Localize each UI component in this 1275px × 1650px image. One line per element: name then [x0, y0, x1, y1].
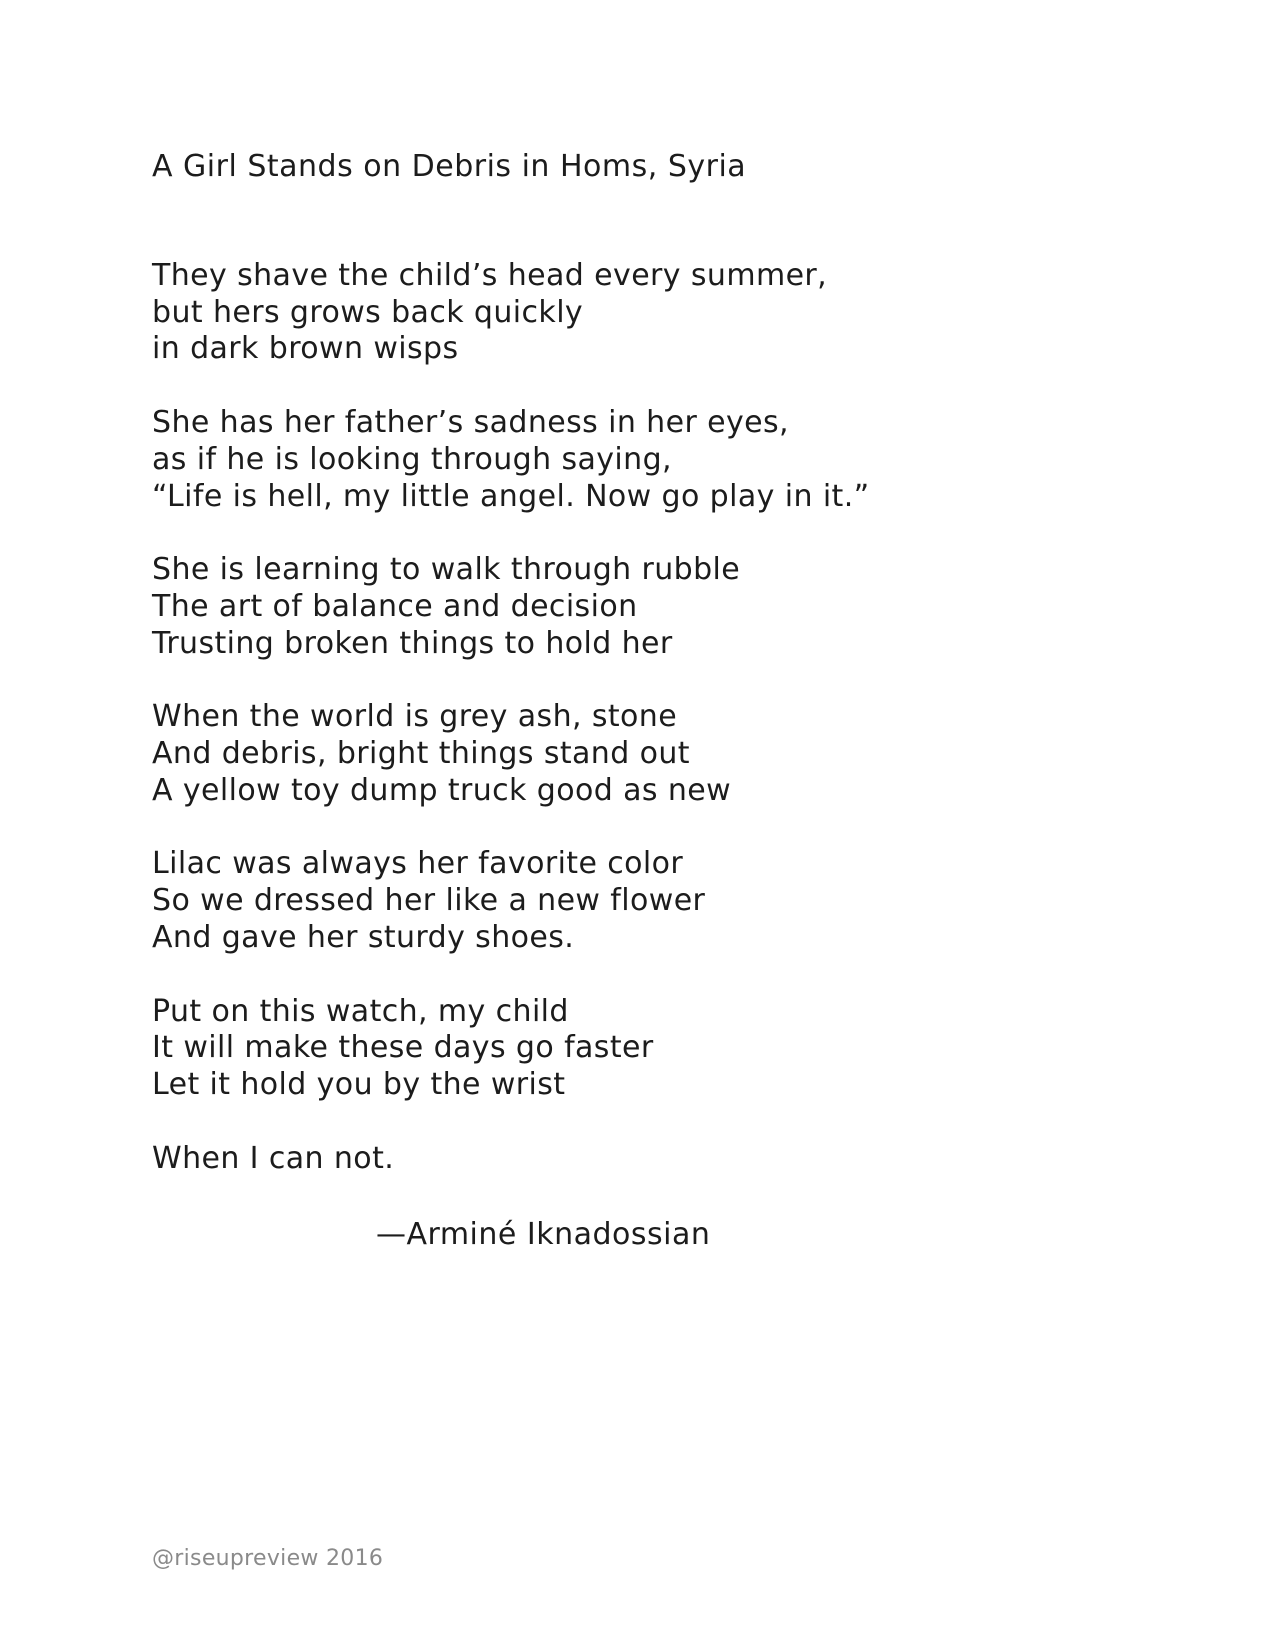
stanza-7	[152, 1141, 1152, 1178]
poem-line: Put on this watch, my child	[152, 993, 569, 1029]
stanza-6	[152, 994, 1152, 1104]
poem-line: A yellow toy dump truck good as new	[152, 772, 732, 808]
poem-line: They shave the child’s head every summer,	[152, 258, 828, 293]
poem-line: She has her father’s sadness in her eyes,	[152, 405, 789, 441]
poem-line: It will make these days go faster	[152, 1030, 654, 1066]
poem-line: The art of balance and decision	[152, 588, 638, 624]
poem-line: Lilac was always her favorite color	[152, 846, 684, 882]
poem-line: And gave her sturdy shoes.	[152, 919, 575, 955]
poem-line: but hers grows back quickly	[152, 294, 584, 330]
stanza-2	[152, 405, 1152, 515]
stanza-4	[152, 699, 1152, 809]
poem-line: And debris, bright things stand out	[152, 736, 690, 772]
poem-line: So we dressed her like a new flower	[152, 883, 706, 919]
poem-title: A Girl Stands on Debris in Homs, Syria	[152, 149, 747, 184]
author-signature: —Arminé Iknadossian	[376, 1217, 711, 1252]
poem-line: When I can not.	[152, 1140, 395, 1176]
poem-body	[152, 258, 1152, 1214]
poem-line: as if he is looking through saying,	[152, 441, 672, 477]
poem-line: Let it hold you by the wrist	[152, 1066, 566, 1102]
poem-line: When the world is grey ash, stone	[152, 699, 678, 735]
stanza-5	[152, 846, 1152, 956]
poem-line: She is learning to walk through rubble	[152, 552, 741, 588]
poem-line: Trusting broken things to hold her	[152, 625, 673, 661]
stanza-3	[152, 552, 1152, 662]
stanza-1	[152, 258, 1152, 368]
poem-line: “Life is hell, my little angel. Now go play in it.”	[152, 478, 870, 514]
poem-line: in dark brown wisps	[152, 331, 459, 367]
footer-credit: @riseupreview 2016	[152, 1546, 384, 1571]
